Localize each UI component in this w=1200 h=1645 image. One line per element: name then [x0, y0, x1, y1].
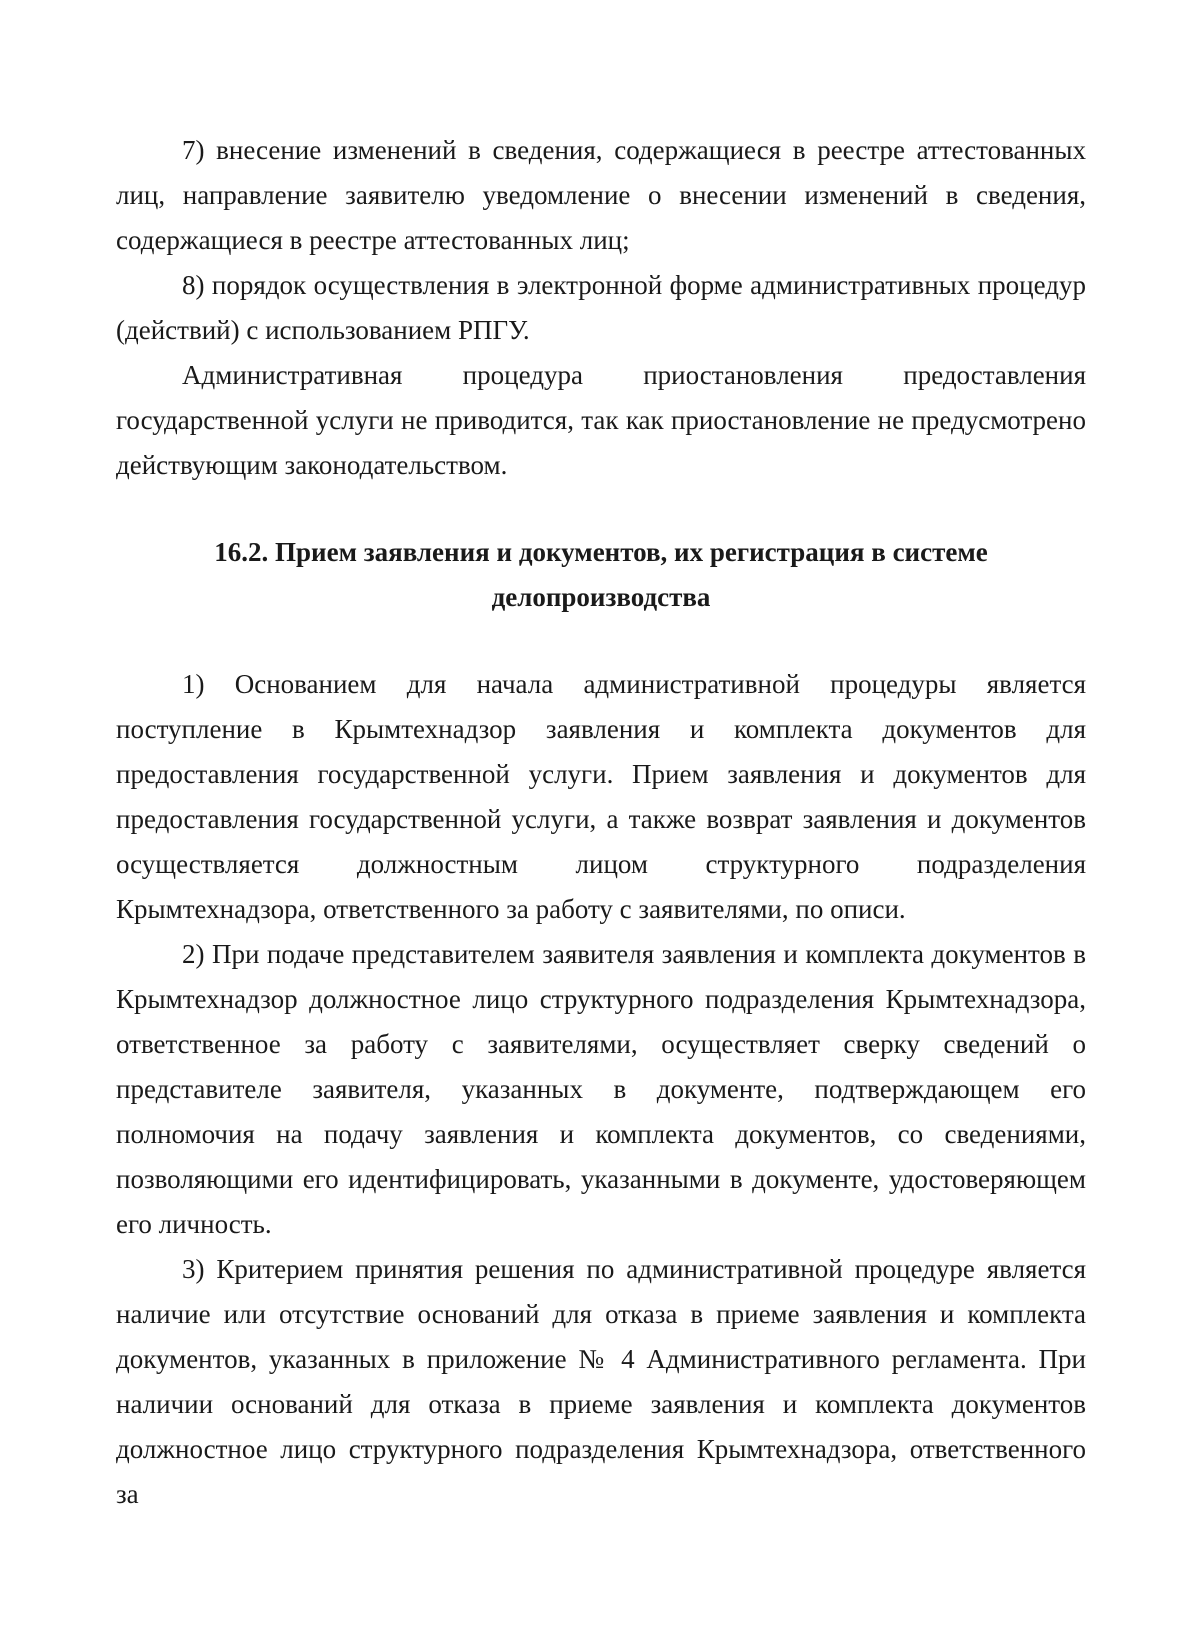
document-page: [116, 128, 1086, 1517]
paragraph-suspension-note: Административная процедура приостановления предоставления государственной услуги не приводится, так как приостановление не предусмотрено действующим законодательством.: [116, 360, 1086, 480]
spacer: [116, 488, 1086, 530]
paragraph-item-8: 8) порядок осуществления в электронной форме административных процедур (действий) с использованием РПГУ.: [116, 270, 1086, 345]
section-heading-line-1: 16.2. Прием заявления и документов, их регистрация в системе: [214, 537, 988, 567]
paragraph-item-7: 7) внесение изменений в сведения, содержащиеся в реестре аттестованных лиц, направление заявителю уведомление о внесении изменений в сведения, содержащиеся в реестре аттестованных лиц;: [116, 135, 1086, 255]
section-heading-line-2: делопроизводства: [491, 582, 711, 612]
paragraph-point-1: 1) Основанием для начала административной процедуры является поступление в Крымтехнадзор заявления и комплекта документов для предоставления государственной услуги. Прием заявления и документов для предоставления государственной услуги, а также возврат заявления и документов осуществляется должностным лицом структурного подразделения Крымтехнадзора, ответственного за работу с заявителями, по описи.: [116, 669, 1086, 924]
paragraph-point-3: 3) Критерием принятия решения по административной процедуре является наличие или отсутствие оснований для отказа в приеме заявления и комплекта документов, указанных в приложение № 4 Административного регламента. При наличии оснований для отказа в приеме заявления и комплекта документов должностное лицо структурного подразделения Крымтехнадзора, ответственного за: [116, 1254, 1086, 1509]
paragraph-point-2: 2) При подаче представителем заявителя заявления и комплекта документов в Крымтехнадзор должностное лицо структурного подразделения Крымтехнадзора, ответственное за работу с заявителями, осуществляет сверку сведений о представителе заявителя, указанных в документе, подтверждающем его полномочия на подачу заявления и комплекта документов, со сведениями, позволяющими его идентифицировать, указанными в документе, удостоверяющем его личность.: [116, 939, 1086, 1239]
spacer: [116, 620, 1086, 662]
